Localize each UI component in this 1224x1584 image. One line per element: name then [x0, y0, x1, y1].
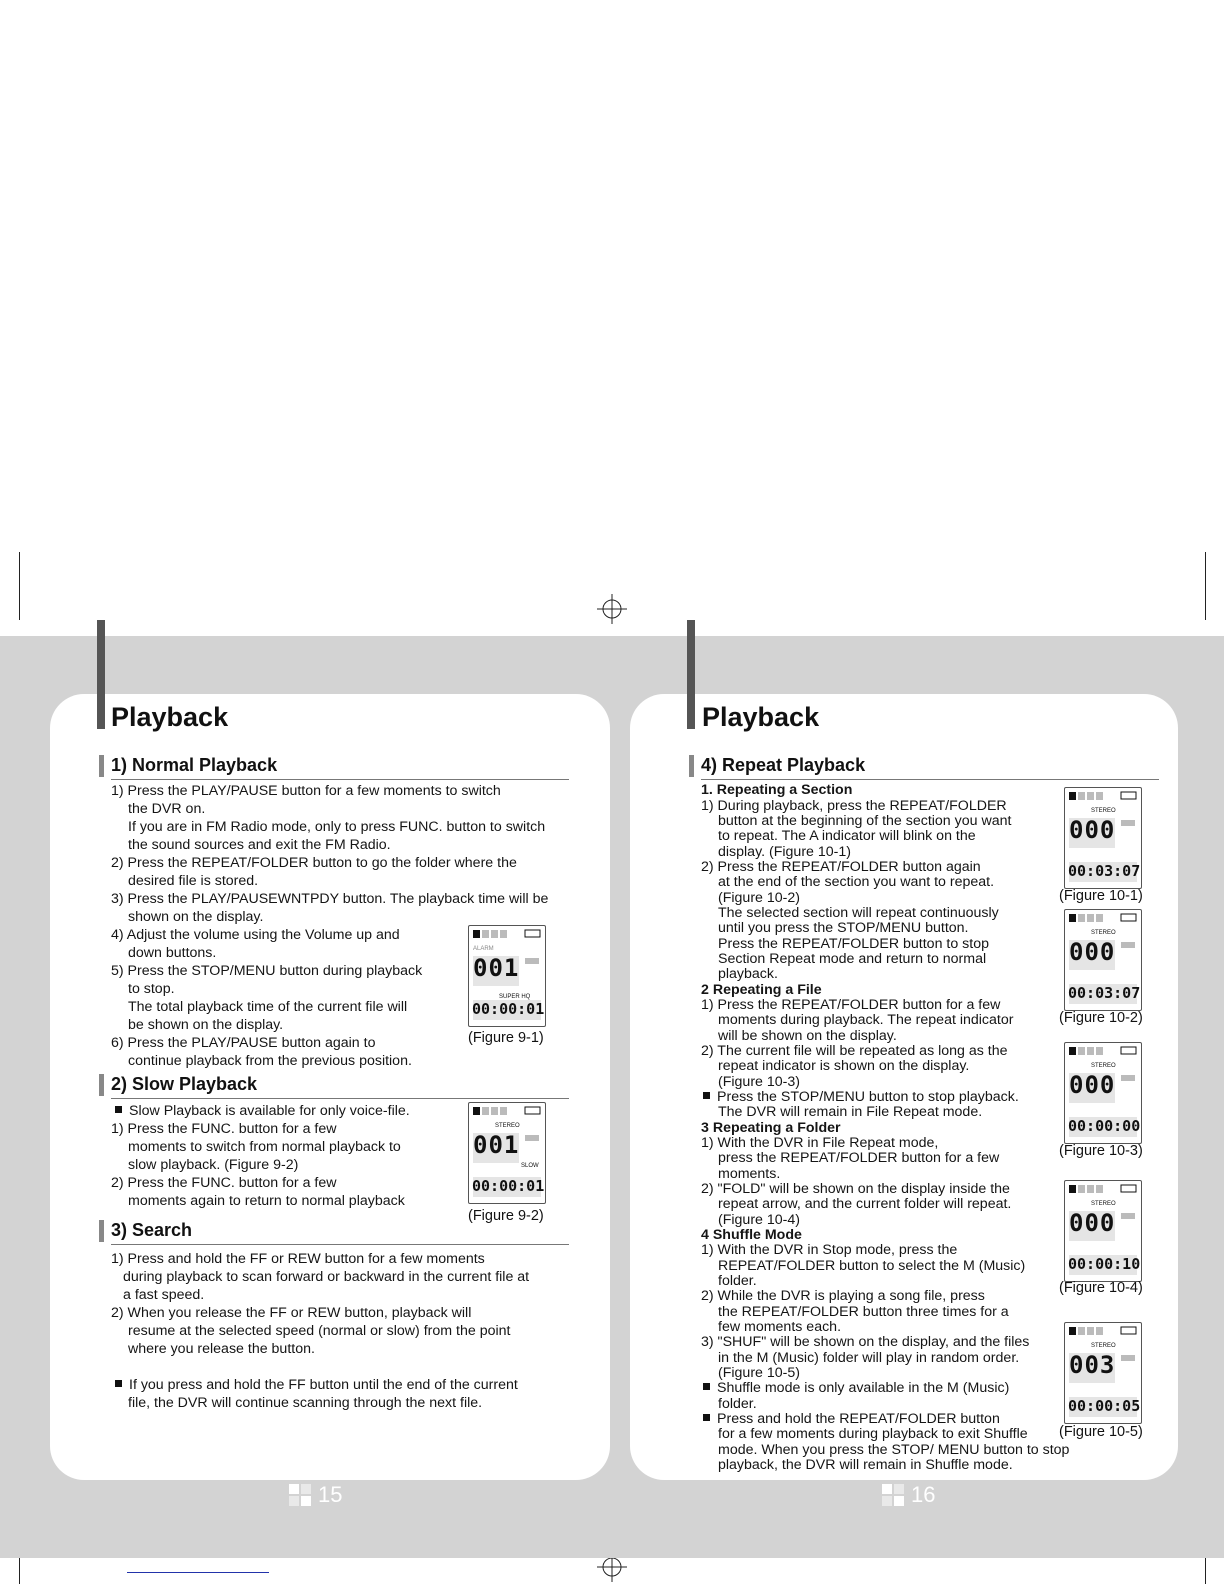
text-line: desired file is stored.	[128, 873, 259, 889]
text-line: shown on the display.	[128, 909, 264, 925]
text-line: moments during playback. The repeat indicator	[718, 1012, 1014, 1028]
lcd-display-figure-10-4	[1064, 1180, 1142, 1282]
text-line: REPEAT/FOLDER button to select the M (Music)	[718, 1258, 1026, 1274]
lcd-time: 00:00:10	[1068, 1255, 1141, 1273]
right-page-number: 16	[911, 1482, 936, 1507]
text-line: folder.	[718, 1396, 757, 1412]
text-line: moments to switch from normal playback to	[128, 1139, 401, 1155]
text-line: where you release the button.	[128, 1341, 315, 1357]
text-line: The selected section will repeat continuously	[718, 905, 999, 921]
text-line: button at the beginning of the section you want	[718, 813, 1012, 829]
svg-text:ALARM: ALARM	[473, 946, 494, 952]
text-line: down buttons.	[128, 945, 217, 961]
text-line: during playback to scan forward or backward in the current file at	[123, 1269, 530, 1285]
text-line: will be shown on the display.	[718, 1028, 897, 1044]
figure-caption: (Figure 9-2)	[468, 1208, 544, 1224]
figure-caption: (Figure 10-3)	[1059, 1143, 1143, 1159]
lcd-file-number: 000	[1069, 938, 1116, 966]
text-line: 1) With the DVR in Stop mode, press the	[701, 1242, 958, 1258]
lcd-time: 00:00:00	[1068, 1117, 1141, 1135]
text-line: the DVR on.	[128, 801, 206, 817]
bullet-text: Press the STOP/MENU button to stop playback.	[717, 1089, 1019, 1105]
section-heading-repeat-playback	[689, 755, 1159, 777]
bullet-icon	[115, 1106, 122, 1113]
text-line: continue playback from the previous position.	[128, 1053, 412, 1069]
section-heading-normal-playback	[99, 755, 569, 777]
bullet-icon	[703, 1092, 710, 1099]
figure-caption: (Figure 10-2)	[1059, 1010, 1143, 1026]
text-line: (Figure 10-4)	[718, 1212, 801, 1228]
heading-bar	[689, 755, 694, 777]
text-line: Press the REPEAT/FOLDER button to stop	[718, 936, 989, 952]
lcd-file-number: 001	[473, 954, 520, 982]
heading-rule	[111, 779, 569, 780]
text-line: the sound sources and exit the FM Radio.	[128, 837, 391, 853]
text-line: file, the DVR will continue scanning through the next file.	[128, 1395, 483, 1411]
text-line: a fast speed.	[123, 1287, 205, 1303]
page-number-icon	[882, 1484, 904, 1506]
text-line: 2) "FOLD" will be shown on the display inside the	[701, 1181, 1010, 1197]
text-line: repeat indicator is shown on the display.	[718, 1058, 970, 1074]
text-line: 2) While the DVR is playing a song file, press	[701, 1288, 985, 1304]
text-line: repeat arrow, and the current folder will repeat.	[718, 1196, 1012, 1212]
bullet-icon	[703, 1383, 710, 1390]
heading-rule	[701, 779, 1159, 780]
text-line: 1) Press the FUNC. button for a few	[111, 1121, 337, 1137]
text-line: 1) Press the PLAY/PAUSE button for a few moments to switch	[111, 783, 501, 799]
bullet-text: Slow Playback is available for only voice-file.	[129, 1103, 410, 1119]
lcd-time: 00:00:05	[1068, 1397, 1141, 1415]
text-line: 2) Press the REPEAT/FOLDER button to go the folder where the	[111, 855, 517, 871]
text-line: to repeat. The A indicator will blink on the	[718, 828, 976, 844]
section-heading-search	[99, 1220, 569, 1242]
figure-caption: (Figure 10-1)	[1059, 888, 1143, 904]
lcd-file-number: 000	[1069, 816, 1116, 844]
text-line: few moments each.	[718, 1319, 842, 1335]
text-line: If you are in FM Radio mode, only to press FUNC. button to switch	[128, 819, 546, 835]
left-page-title: Playback	[111, 702, 229, 732]
text-line: playback, the DVR will remain in Shuffle mode.	[718, 1457, 1013, 1473]
text-line	[115, 1376, 518, 1394]
text-line: moments.	[718, 1166, 781, 1182]
text-line: 2) Press the FUNC. button for a few	[111, 1175, 337, 1191]
registration-mark-top-icon	[597, 594, 627, 624]
right-title-bar	[687, 620, 695, 729]
crop-mark-top-right	[1205, 552, 1206, 620]
text-line: 5) Press the STOP/MENU button during playback	[111, 963, 423, 979]
lcd-time: 00:03:07	[1068, 984, 1141, 1002]
lcd-display-figure-10-2	[1064, 909, 1142, 1011]
page-number-icon	[289, 1484, 311, 1506]
text-line: 3) "SHUF" will be shown on the display, and the files	[701, 1334, 1030, 1350]
text-line: slow playback. (Figure 9-2)	[128, 1157, 299, 1173]
heading-bar	[99, 755, 104, 777]
svg-text:STEREO: STEREO	[1091, 1063, 1116, 1069]
text-line: The total playback time of the current file will	[128, 999, 408, 1015]
heading-text: 4) Repeat Playback	[701, 755, 866, 775]
bullet-text: Shuffle mode is only available in the M (Music)	[717, 1380, 1010, 1396]
text-line: to stop.	[128, 981, 175, 997]
text-line: 2) The current file will be repeated as long as the	[701, 1043, 1008, 1059]
subheading: 2 Repeating a File	[701, 982, 822, 998]
text-line: 2) Press the REPEAT/FOLDER button again	[701, 859, 981, 875]
lcd-display-figure-10-3	[1064, 1042, 1142, 1144]
lcd-display-figure-10-5	[1064, 1322, 1142, 1424]
lcd-display-figure-9-1	[468, 925, 546, 1027]
link-underline	[127, 1572, 269, 1573]
text-line: folder.	[718, 1273, 757, 1289]
bullet-icon	[115, 1380, 122, 1387]
heading-bar	[99, 1220, 104, 1242]
svg-text:STEREO: STEREO	[1091, 930, 1116, 936]
text-line: (Figure 10-3)	[718, 1074, 801, 1090]
subheading: 4 Shuffle Mode	[701, 1227, 802, 1243]
text-line: moments again to return to normal playback	[128, 1193, 405, 1209]
text-line: 1) During playback, press the REPEAT/FOLDER	[701, 798, 1007, 814]
heading-rule	[111, 1098, 569, 1099]
text-line: mode. When you press the STOP/ MENU button to stop	[718, 1442, 1070, 1458]
left-page-number: 15	[318, 1482, 343, 1507]
subheading: 1. Repeating a Section	[701, 782, 853, 798]
svg-text:SLOW: SLOW	[521, 1163, 539, 1169]
figure-caption: (Figure 9-1)	[468, 1030, 544, 1046]
subheading: 3 Repeating a Folder	[701, 1120, 841, 1136]
svg-text:STEREO: STEREO	[1091, 808, 1116, 814]
lcd-file-number: 000	[1069, 1071, 1116, 1099]
text-line: playback.	[718, 966, 778, 982]
text-line: be shown on the display.	[128, 1017, 284, 1033]
svg-text:STEREO: STEREO	[1091, 1343, 1116, 1349]
text-line: 3) Press the PLAY/PAUSEWNTPDY button. The playback time will be	[111, 891, 549, 907]
heading-text: 2) Slow Playback	[111, 1074, 258, 1094]
left-title-bar	[97, 620, 105, 729]
heading-rule	[111, 1244, 569, 1245]
svg-text:SUPER HQ: SUPER HQ	[499, 994, 531, 1000]
heading-text: 1) Normal Playback	[111, 755, 278, 775]
right-page-title: Playback	[702, 702, 820, 732]
lcd-time: 00:00:01	[472, 1177, 545, 1195]
bullet-text: If you press and hold the FF button until the end of the current	[129, 1377, 518, 1393]
text-line: (Figure 10-2)	[718, 890, 801, 906]
text-line: 6) Press the PLAY/PAUSE button again to	[111, 1035, 376, 1051]
text-line: the REPEAT/FOLDER button three times for a	[718, 1304, 1009, 1320]
bullet-text: Press and hold the REPEAT/FOLDER button	[717, 1411, 1000, 1427]
lcd-file-number: 003	[1069, 1351, 1116, 1379]
text-line: in the M (Music) folder will play in random order.	[718, 1350, 1020, 1366]
text-line: 4) Adjust the volume using the Volume up and	[111, 927, 400, 943]
text-line: 2) When you release the FF or REW button, playback will	[111, 1305, 472, 1321]
lcd-file-number: 000	[1069, 1209, 1116, 1237]
text-line: The DVR will remain in File Repeat mode.	[718, 1104, 983, 1120]
lcd-file-number: 001	[473, 1131, 520, 1159]
text-line: for a few moments during playback to exit Shuffle	[718, 1426, 1028, 1442]
heading-text: 3) Search	[111, 1220, 193, 1240]
svg-text:STEREO: STEREO	[495, 1123, 520, 1129]
text-line: 1) Press and hold the FF or REW button for a few moments	[111, 1251, 485, 1267]
text-line: Section Repeat mode and return to normal	[718, 951, 987, 967]
text-line: 1) Press the REPEAT/FOLDER button for a few	[701, 997, 1001, 1013]
text-line	[115, 1102, 410, 1120]
text-line: resume at the selected speed (normal or slow) from the point	[128, 1323, 511, 1339]
lcd-time: 00:00:01	[472, 1000, 545, 1018]
figure-caption: (Figure 10-4)	[1059, 1280, 1143, 1296]
figure-caption: (Figure 10-5)	[1059, 1424, 1143, 1440]
text-line: 1) With the DVR in File Repeat mode,	[701, 1135, 939, 1151]
text-line: display. (Figure 10-1)	[718, 844, 851, 860]
section-heading-slow-playback	[99, 1074, 569, 1096]
svg-text:STEREO: STEREO	[1091, 1201, 1116, 1207]
lcd-time: 00:03:07	[1068, 862, 1141, 880]
text-line: at the end of the section you want to repeat.	[718, 874, 995, 890]
lcd-display-figure-10-1	[1064, 787, 1142, 889]
text-line: until you press the STOP/MENU button.	[718, 920, 969, 936]
lcd-display-figure-9-2	[468, 1102, 546, 1204]
text-line: press the REPEAT/FOLDER button for a few	[718, 1150, 1000, 1166]
heading-bar	[99, 1074, 104, 1096]
crop-mark-top-left	[19, 552, 20, 620]
bullet-icon	[703, 1414, 710, 1421]
text-line: (Figure 10-5)	[718, 1365, 801, 1381]
